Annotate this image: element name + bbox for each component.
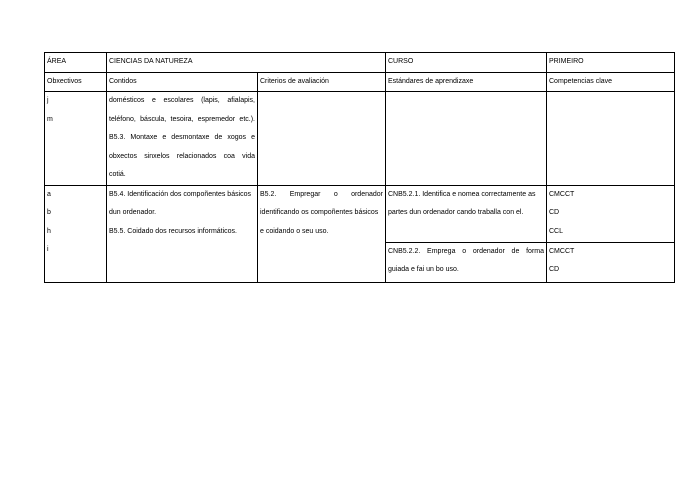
- criteria-line: B5.2. Empregar o ordenador: [260, 190, 383, 198]
- objective-item: i: [47, 246, 49, 253]
- standard-line: CNB5.2.1. Identifica e nomea correctamente as: [388, 190, 536, 198]
- header-standards: Estándares de aprendizaxe: [386, 72, 547, 92]
- criteria-cell: [258, 185, 386, 282]
- objective-item: j: [47, 97, 49, 104]
- competence-item: CMCCT: [549, 247, 575, 255]
- criteria-line: e coidando o seu uso.: [260, 227, 329, 235]
- table-row: [45, 185, 675, 242]
- competence-item: CD: [549, 209, 560, 216]
- competence-item: CCL: [549, 227, 564, 235]
- contents-cell: [107, 92, 258, 186]
- content-line: B5.3. Montaxe e desmontaxe de xogos e: [109, 134, 255, 141]
- area-value-cell: CIENCIAS DA NATUREZA: [107, 53, 386, 73]
- table-row: [45, 92, 675, 186]
- competences-cell: [547, 185, 675, 242]
- objective-item: a: [47, 190, 51, 198]
- area-row: [45, 53, 675, 73]
- header-competences: Competencias clave: [547, 72, 675, 92]
- objective-item: m: [47, 115, 53, 123]
- competences-cell: [547, 242, 675, 282]
- standard-cell: [386, 185, 547, 242]
- curso-value-cell: PRIMEIRO: [547, 53, 675, 73]
- standards-cell: [386, 92, 547, 186]
- content-line: dun ordenador.: [109, 209, 157, 216]
- area-label-cell: ÁREA: [45, 53, 107, 73]
- objectives-cell: [45, 92, 107, 186]
- contents-cell: [107, 185, 258, 282]
- column-header-row: [45, 72, 675, 92]
- content-line: teléfono, báscula, tesoira, espremedor etc.).: [109, 115, 255, 123]
- objective-item: b: [47, 209, 51, 216]
- standard-line: partes dun ordenador cando traballa con el.: [388, 209, 524, 216]
- content-line: domésticos e escolares (lapis, afialapis,: [109, 97, 255, 104]
- content-line: B5.5. Coidado dos recursos informáticos.: [109, 227, 238, 235]
- standard-line: CNB5.2.2. Emprega o ordenador de forma: [388, 247, 544, 255]
- standard-line: guiada e fai un bo uso.: [388, 266, 459, 273]
- objectives-cell: [45, 185, 107, 282]
- competences-cell: [547, 92, 675, 186]
- competence-item: CMCCT: [549, 190, 575, 198]
- curso-label-cell: CURSO: [386, 53, 547, 73]
- standard-cell: [386, 242, 547, 282]
- objective-item: h: [47, 227, 51, 235]
- content-line: obxectos sinxelos relacionados coa vida: [109, 152, 255, 160]
- content-line: cotiá.: [109, 171, 126, 178]
- content-line: B5.4. Identificación dos compoñentes básicos: [109, 190, 252, 198]
- header-criteria: Criterios de avaliación: [258, 72, 386, 92]
- header-objectives: Obxectivos: [45, 72, 107, 92]
- criteria-cell: [258, 92, 386, 186]
- header-contents: Contidos: [107, 72, 258, 92]
- curriculum-table: [44, 52, 675, 283]
- competence-item: CD: [549, 266, 560, 273]
- criteria-line: identificando os compoñentes básicos: [260, 209, 379, 216]
